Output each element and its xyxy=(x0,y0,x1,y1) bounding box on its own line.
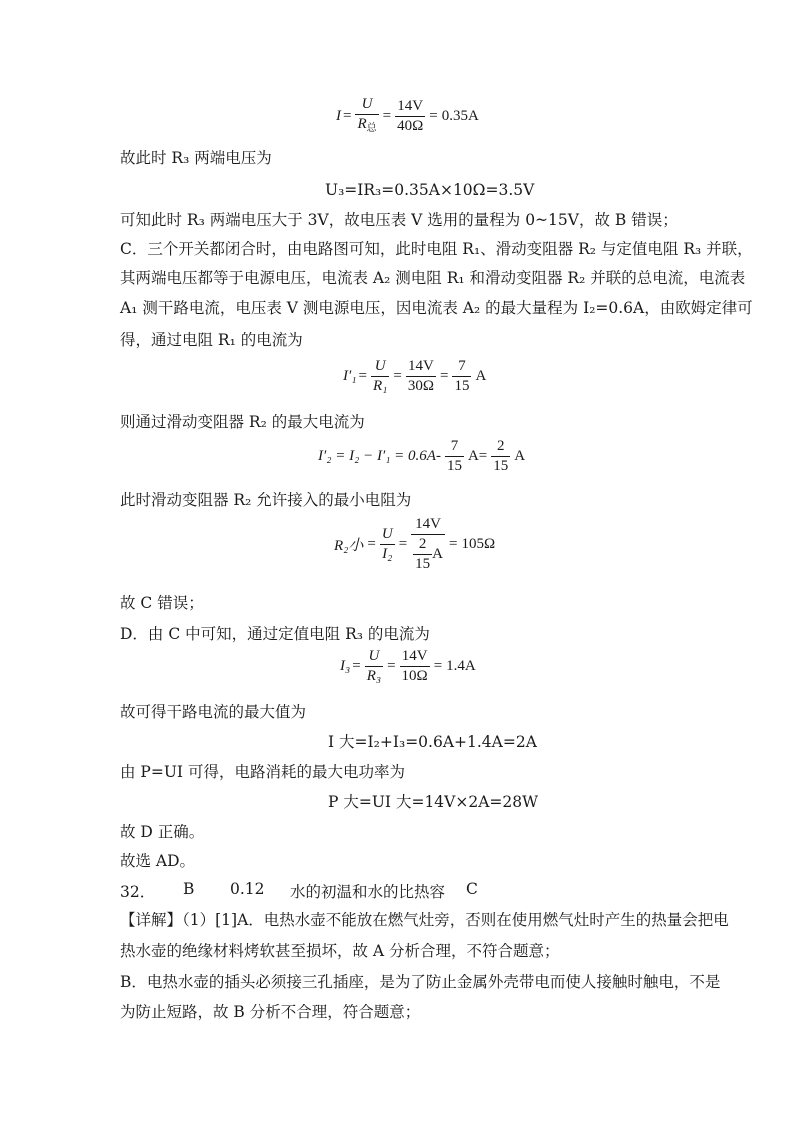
text-line: D．由 C 中可知，通过定值电阻 R₃ 的电流为 xyxy=(120,625,430,643)
eq-num2: 14V xyxy=(395,98,425,117)
answer-3: 水的初温和水的比热容 xyxy=(290,883,446,901)
eq-inner-unit: A xyxy=(432,545,444,562)
eq-den2: 15 xyxy=(493,458,509,474)
text-line: 热水壶的绝缘材料烤软甚至损坏，故 A 分析合理，不符合题意； xyxy=(120,942,560,960)
eq-den: R xyxy=(357,116,367,132)
equation-i2 xyxy=(316,438,527,475)
eq-big-num: 14V xyxy=(411,516,445,535)
eq-num3: 7 xyxy=(452,358,471,377)
text-line: 此时滑动变阻器 R₂ 允许接入的最小电阻为 xyxy=(120,491,412,509)
eq-den: I₂ xyxy=(382,546,393,562)
eq-inner-num: 2 xyxy=(413,536,432,555)
eq-num: U xyxy=(368,648,380,664)
eq-result: 105Ω xyxy=(461,536,496,552)
eq-den1: 15 xyxy=(446,458,462,474)
eq-unit: A xyxy=(514,448,526,464)
eq-num2: 14V xyxy=(406,358,436,377)
equation-u3: U₃=IR₃=0.35A×10Ω=3.5V xyxy=(325,181,535,199)
eq-den-sub: 总 xyxy=(366,123,377,134)
equation-p-max: P 大=UI 大=14V×2A=28W xyxy=(328,793,539,811)
eq-mid: A= xyxy=(467,448,488,464)
text-line: 为防止短路，故 B 分析不合理，符合题意； xyxy=(120,1003,421,1021)
equation-i1: I′₁ = $\frac{U}{\text{R₁}}$ = $\frac{14V}{30\Omega}$ = $\frac{7}{15}$ A xyxy=(343,358,487,394)
eq-den2: 30Ω xyxy=(407,378,434,394)
eq-lhs: I₃ xyxy=(340,657,351,674)
text-line: 故可得干路电流的最大值为 xyxy=(120,703,307,721)
eq-num1: 7 xyxy=(445,438,464,457)
text-line: 故 C 错误； xyxy=(120,594,204,612)
equation-i-max: I 大=I₂+I₃=0.6A+1.4A=2A xyxy=(328,733,537,751)
eq-inner-den: 15 xyxy=(415,556,431,572)
text-line: 由 P=UI 可得，电路消耗的最大电功率为 xyxy=(120,763,405,781)
answer-1: B xyxy=(183,880,195,898)
eq-unit: A xyxy=(475,368,487,384)
eq-den: R₁ xyxy=(372,378,388,394)
eq-num2: 2 xyxy=(491,438,510,457)
text-line: 可知此时 R₃ 两端电压大于 3V，故电压表 V 选用的量程为 0~15V，故 B 错误； xyxy=(120,211,678,229)
text-line: 故 D 正确。 xyxy=(120,823,205,841)
eq-result: 0.35A xyxy=(441,108,479,124)
answer-2: 0.12 xyxy=(230,880,265,898)
eq-num: U xyxy=(381,526,393,542)
eq-den: R₃ xyxy=(366,668,382,684)
eq-den2: 10Ω xyxy=(401,668,428,684)
eq-den3: 15 xyxy=(454,378,470,394)
question-number: 32． xyxy=(120,883,156,901)
text-line: 故选 AD。 xyxy=(120,852,196,870)
text-line: 【详解】（1）[1]A．电热水壶不能放在燃气灶旁，否则在使用燃气灶时产生的热量会把电 xyxy=(120,911,729,929)
eq-lhs: I xyxy=(336,107,341,124)
text-line: 故此时 R₃ 两端电压为 xyxy=(120,149,272,167)
answer-4: C xyxy=(466,880,478,898)
eq-den2: 40Ω xyxy=(397,118,424,134)
eq-result: 1.4A xyxy=(446,658,476,674)
text-line: B．电热水壶的插头必须接三孔插座，是为了防止金属外壳带电而使人接触时触电，不是 xyxy=(120,973,721,991)
eq-lhs: I′₁ xyxy=(343,367,357,384)
text-line: 其两端电压都等于电源电压，电流表 A₂ 测电阻 R₁ 和滑动变阻器 R₂ 并联的总电流，电流表 xyxy=(120,269,746,287)
eq-num2: 14V xyxy=(400,648,430,667)
text-line: 得，通过电阻 R₁ 的电流为 xyxy=(120,331,303,349)
text-line: C．三个开关都闭合时，由电路图可知，此时电阻 R₁、滑动变阻器 R₂ 与定值电阻 R₃ 并联， xyxy=(120,240,753,258)
eq-lhs: R₂小 xyxy=(334,538,364,554)
text-line: A₁ 测干路电流，电压表 V 测电源电压，因电流表 A₂ 的最大量程为 I₂=0.6A，由欧姆定律可 xyxy=(120,299,753,317)
equation-current-total: I = $\frac{U}{R_总}$ = $\frac{14V}{40\Omega}$ = 0.35A xyxy=(336,96,479,134)
text-line: 则通过滑动变阻器 R₂ 的最大电流为 xyxy=(120,413,365,431)
eq-num: U xyxy=(361,96,373,112)
eq-num: U xyxy=(374,358,386,374)
equation-r2-min: R₂小 = $\frac{U}{\text{I₂}}$ = 14V $\frac{2}{15}$ A = 105Ω xyxy=(334,516,496,572)
eq-lhs: I′₂ = I₂ − I′₁ = 0.6A- xyxy=(318,448,441,464)
equation-i3: I₃ = $\frac{U}{\text{R₃}}$ = $\frac{14V}{10\Omega}$ = 1.4A xyxy=(340,648,476,684)
